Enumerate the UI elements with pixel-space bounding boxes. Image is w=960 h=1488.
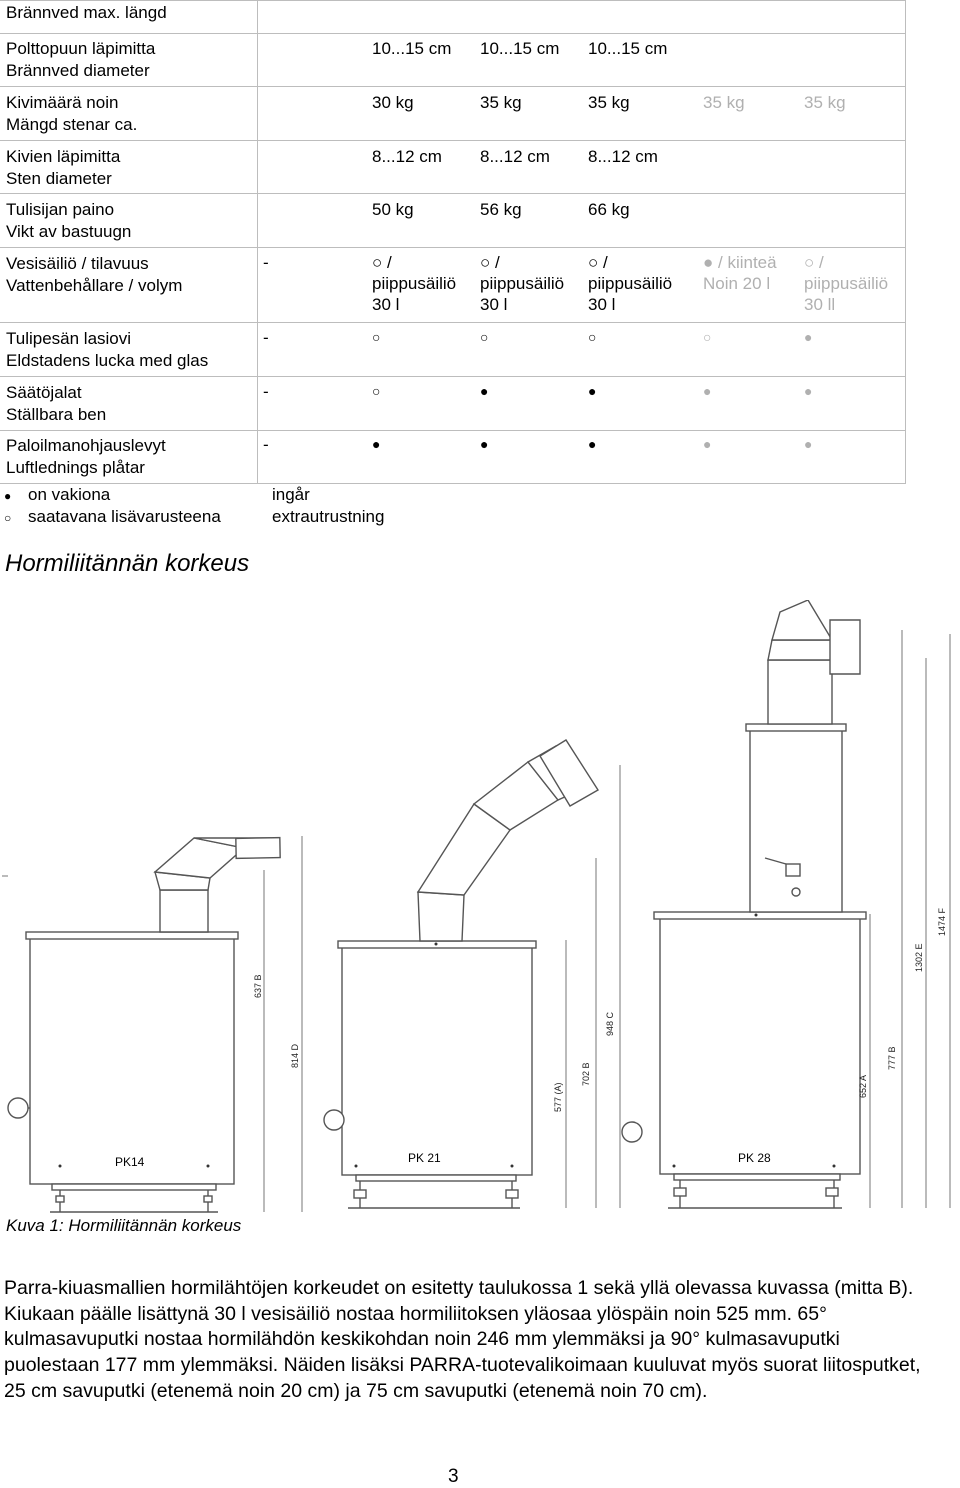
cell-dash: -: [263, 435, 269, 454]
table-cell: ○: [480, 329, 489, 345]
table-cell: 35 kg: [588, 93, 630, 112]
table-cell: ●: [804, 329, 813, 345]
legend-optional-symbol: ○: [4, 511, 12, 525]
table-cell: ●: [588, 436, 597, 452]
dim-pk28-f: 1474 F: [937, 907, 947, 936]
table-cell: ●: [480, 436, 489, 452]
table-cell: 10...15 cm: [480, 39, 560, 58]
table-cell: ● / kiinteä Noin 20 l: [703, 253, 777, 293]
chimney-height-figure: [0, 600, 960, 1215]
legend-standard: [4, 484, 111, 507]
dim-pk14-d: 814 D: [290, 1043, 300, 1068]
dim-pk21-b: 702 B: [581, 1062, 591, 1086]
table-cell: 35 kg: [804, 93, 846, 112]
row-label: Kivimäärä noin: [6, 93, 119, 112]
row-label-sv: Sten diameter: [6, 169, 112, 188]
row-label: Paloilmanohjauslevyt: [6, 436, 166, 455]
stove-pk21-drawing: [324, 740, 598, 1208]
table-cell: 10...15 cm: [588, 39, 668, 58]
section-heading: Hormiliitännän korkeus: [5, 550, 250, 577]
row-label: Tulisijan paino: [6, 200, 115, 219]
legend-optional-sv: extrautrustning: [272, 507, 385, 526]
table-cell: ○: [372, 383, 381, 399]
table-cell: ●: [703, 383, 712, 399]
table-cell: 50 kg: [372, 200, 414, 219]
table-cell: ○ / piippusäiliö 30 ll: [804, 253, 889, 314]
table-cell: 30 kg: [372, 93, 414, 112]
row-label: Tulipesän lasiovi: [6, 329, 132, 348]
row-label-sv: Mängd stenar ca.: [6, 115, 138, 134]
row-label: Polttopuun läpimitta: [6, 39, 156, 58]
table-cell: ○ / piippusäiliö 30 l: [372, 253, 457, 314]
dim-pk28-e: 1302 E: [914, 943, 924, 972]
table-cell: ●: [804, 383, 813, 399]
table-cell: ●: [804, 436, 813, 452]
cell-dash: -: [263, 382, 269, 401]
table-cell: ●: [480, 383, 489, 399]
table-cell: ●: [703, 436, 712, 452]
legend-standard-fi: on vakiona: [28, 485, 111, 504]
legend-standard-symbol: ●: [4, 489, 12, 503]
table-cell: 8...12 cm: [372, 147, 442, 166]
body-paragraph: Parra-kiuasmallien hormilähtöjen korkeudet on esitetty taulukossa 1 sekä yllä olevassa kuvassa (mitta B). Kiukaan päälle lisättynä 30 l vesisäiliö nostaa hormiliitoksen yläosaa ylöspäin noin 525 mm. 65° kulmasavuputki nostaa hormilähdön keskikohdan noin 246 mm ylemmäksi ja 90° kulmasavuputki puolestaan 177 mm ylemmäksi. Näiden lisäksi PARRA-tuotevalikoimaan kuuluvat myös suorat liitosputket, 25 cm savuputki (etenemä noin 20 cm) ja 75 cm savuputki (etenemä noin 70 cm).: [4, 1277, 921, 1402]
page-number: 3: [448, 1466, 459, 1487]
table-cell: ○ / piippusäiliö 30 l: [480, 253, 565, 314]
table-cell: 66 kg: [588, 200, 630, 219]
row-label-sv: Luftlednings plåtar: [6, 458, 145, 477]
dim-pk21-c: 948 C: [605, 1011, 615, 1036]
row-label-sv: Vattenbehållare / volym: [6, 276, 183, 295]
cell-dash: -: [263, 328, 269, 347]
table-cell: ●: [588, 383, 597, 399]
table-cell: 56 kg: [480, 200, 522, 219]
table-cell: 8...12 cm: [480, 147, 550, 166]
legend-optional-fi: saatavana lisävarusteena: [28, 507, 221, 526]
model-label-pk21: PK 21: [408, 1151, 441, 1165]
legend-optional: [4, 506, 221, 529]
table-cell: 35 kg: [480, 93, 522, 112]
stove-pk28-drawing: [622, 600, 866, 1208]
dim-pk28-b: 777 B: [887, 1046, 897, 1070]
model-label-pk28: PK 28: [738, 1151, 771, 1165]
table-cell: 35 kg: [703, 93, 745, 112]
row-label-sv: Vikt av bastuugn: [6, 222, 132, 241]
table-cell: ○: [372, 329, 381, 345]
table-cell: ○: [703, 329, 712, 345]
row-label: Brännved max. längd: [6, 3, 167, 22]
table-cell: 10...15 cm: [372, 39, 452, 58]
row-label: Vesisäiliö / tilavuus: [6, 254, 149, 273]
table-cell: ●: [372, 436, 381, 452]
cell-dash: -: [263, 253, 269, 272]
table-cell: ○ / piippusäiliö 30 l: [588, 253, 673, 314]
dim-pk14-b: 637 B: [253, 974, 263, 998]
row-label-sv: Ställbara ben: [6, 405, 107, 424]
dim-pk28-a: 652 A: [858, 1074, 868, 1098]
model-label-pk14: PK14: [115, 1155, 145, 1169]
row-label-sv: Brännved diameter: [6, 61, 150, 80]
figure-caption: Kuva 1: Hormiliitännän korkeus: [6, 1216, 242, 1235]
table-cell: ○: [588, 329, 597, 345]
row-label-sv: Eldstadens lucka med glas: [6, 351, 209, 370]
row-label: Kivien läpimitta: [6, 147, 121, 166]
dim-pk21-a: 577 (A): [553, 1082, 563, 1112]
row-label: Säätöjalat: [6, 383, 82, 402]
table-cell: 8...12 cm: [588, 147, 658, 166]
legend-standard-sv: ingår: [272, 485, 310, 504]
